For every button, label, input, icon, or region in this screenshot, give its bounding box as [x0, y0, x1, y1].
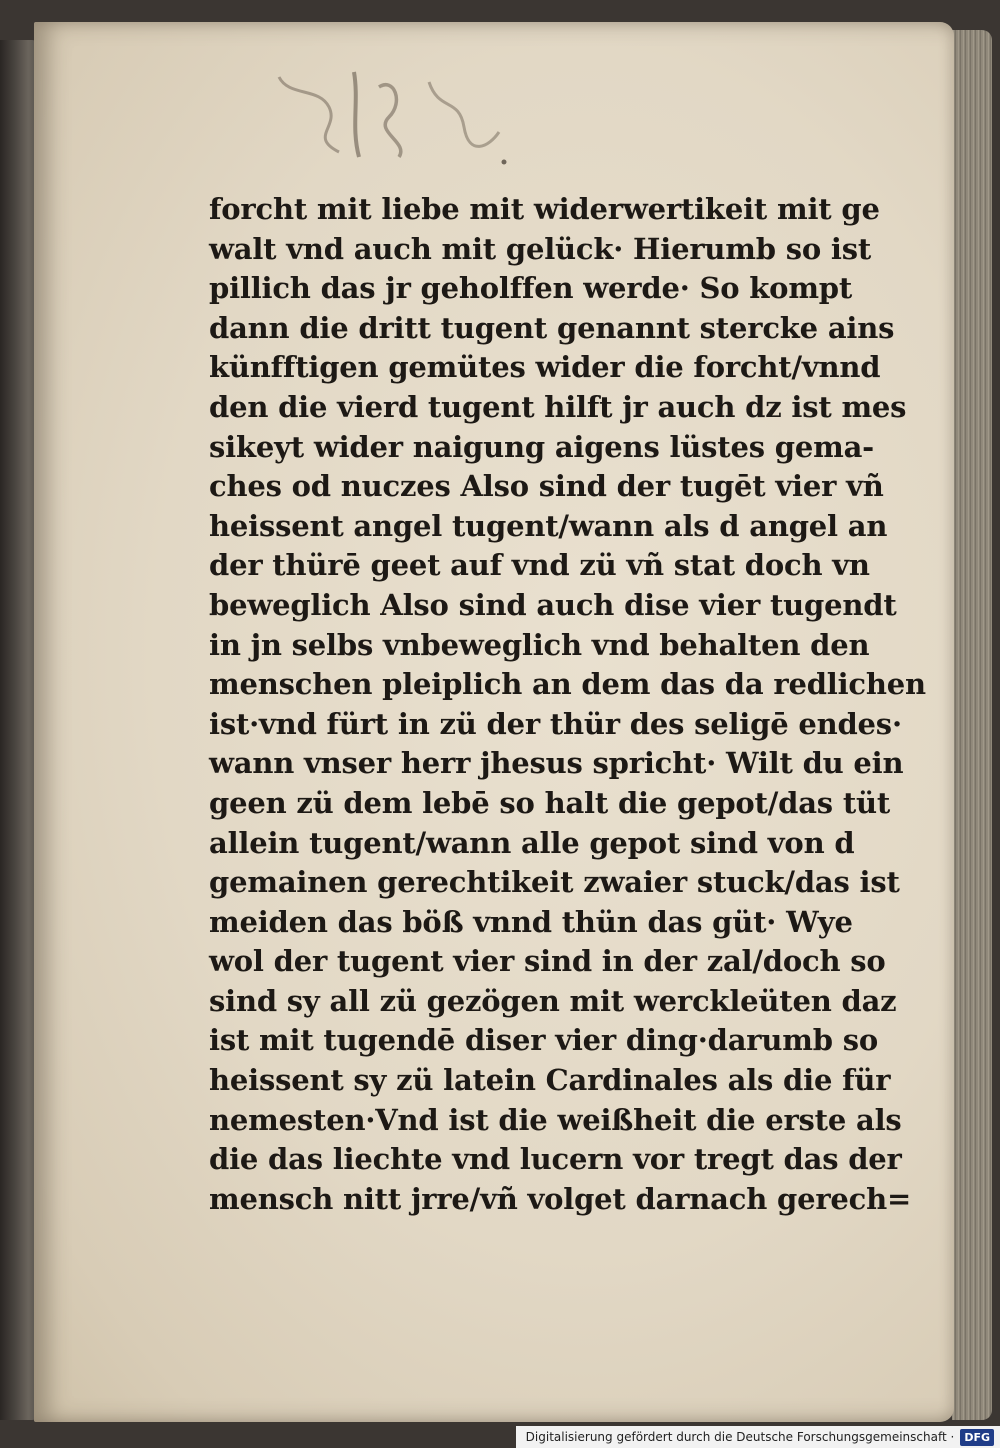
text-line: walt vnd auch mit gelück· Hierumb so ist: [209, 231, 872, 266]
digitization-footer: [516, 1426, 1000, 1448]
dfg-logo: DFG: [960, 1429, 994, 1446]
text-line: künfftigen gemütes wider die forcht/vnnd: [209, 350, 881, 385]
text-line: pillich das jr geholffen werde· So kompt: [209, 271, 853, 306]
text-line: ches od nuczes Also sind der tugēt vier vñ: [209, 469, 884, 504]
text-line: ist·vnd fürt in zü der thür des seligē endes·: [209, 706, 902, 741]
dfg-credit: Digitalisierung gefördert durch die Deutsche Forschungsgemeinschaft ·: [525, 1430, 955, 1444]
text-line: allein tugent/wann alle gepot sind von d: [209, 825, 855, 860]
text-line: sikeyt wider naigung aigens lüstes gema-: [209, 429, 875, 464]
text-line: wann vnser herr jhesus spricht· Wilt du ein: [209, 746, 904, 781]
text-line: der thürē geet auf vnd zü vñ stat doch vn: [209, 548, 870, 583]
text-line: geen zü dem lebē so halt die gepot/das tüt: [209, 785, 891, 820]
text-line: sind sy all zü gezögen mit wercklеüten daz: [209, 983, 897, 1018]
text-line: ist mit tugendē diser vier ding·darumb so: [209, 1023, 878, 1058]
text-line: gemainen gerechtikeit zwaier stuck/das ist: [209, 865, 900, 900]
page-edges: [952, 30, 992, 1420]
text-line: menschen pleiplich an dem das da redlichen: [209, 667, 926, 702]
text-line: heissent sy zü latein Cardinales als die für: [209, 1063, 891, 1098]
text-line: dann die dritt tugent genannt stercke ains: [209, 310, 895, 345]
text-line: forcht mit liebe mit widerwertikeit mit ge: [209, 192, 880, 226]
text-line: mensch nitt jrre/vñ volget darnach gerech=: [209, 1181, 912, 1216]
text-line: beweglich Also sind auch dise vier tugendt: [209, 587, 897, 622]
body-text: [209, 190, 926, 1219]
text-line: meiden das böß vnnd thün das güt· Wye: [209, 904, 853, 939]
text-line: wol der tugent vier sind in der zal/doch so: [209, 944, 886, 979]
text-line: heissent angel tugent/wann als d angel an: [209, 508, 888, 543]
text-line: die das liechte vnd lucern vor tregt das der: [209, 1142, 902, 1177]
book-binding: [0, 40, 38, 1420]
text-line: in jn selbs vnbeweglich vnd behalten den: [209, 627, 870, 662]
book-page: [34, 22, 954, 1422]
text-line: den die vierd tugent hilft jr auch dz ist mes: [209, 389, 907, 424]
text-line: nemesten·Vnd ist die weißheit die erste als: [209, 1102, 902, 1137]
handwritten-marking: [259, 57, 519, 167]
